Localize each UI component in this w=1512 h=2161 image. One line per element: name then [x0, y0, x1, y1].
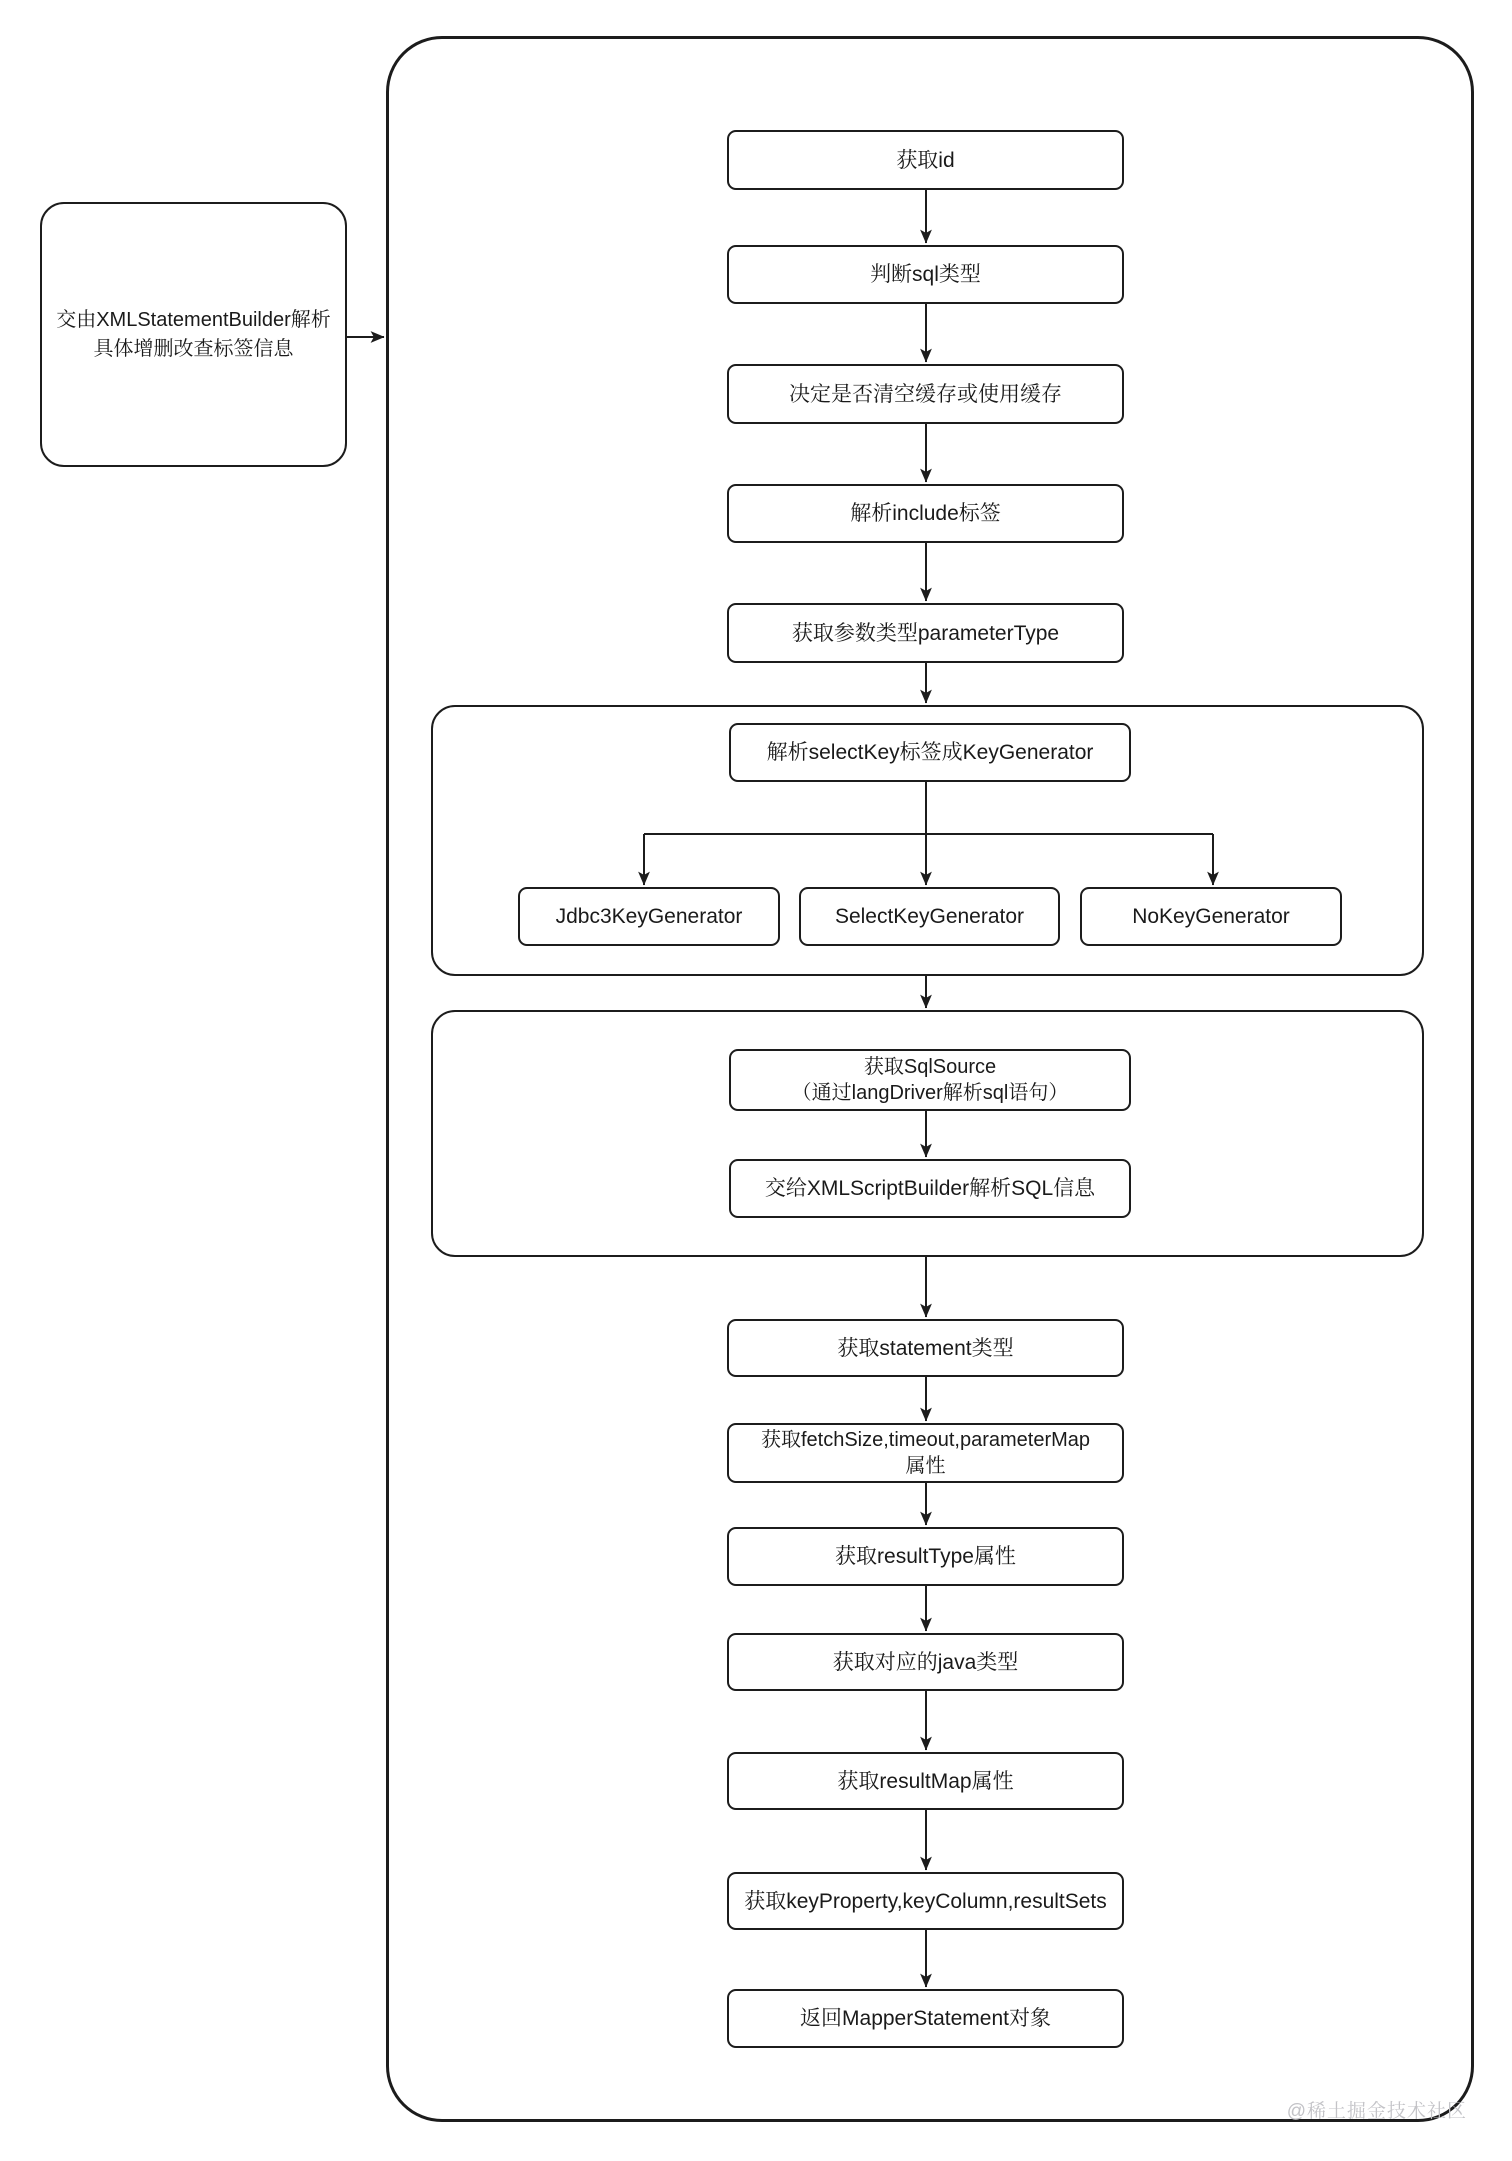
- step-get-java-type: 获取对应的java类型: [727, 1633, 1124, 1691]
- step-get-parameter-type: 获取参数类型parameterType: [727, 603, 1124, 663]
- step-judge-sql-type: 判断sql类型: [727, 245, 1124, 304]
- step-get-id: 获取id: [727, 130, 1124, 190]
- note-line-1: 交由XMLStatementBuilder解析: [56, 308, 331, 331]
- step-xmlscriptbuilder: 交给XMLScriptBuilder解析SQL信息: [729, 1159, 1131, 1218]
- sqlsource-line-1: 获取SqlSource: [863, 1056, 997, 1078]
- node-selectkeygenerator: SelectKeyGenerator: [799, 887, 1060, 946]
- node-nokeygenerator: NoKeyGenerator: [1080, 887, 1342, 946]
- step-parse-selectkey: 解析selectKey标签成KeyGenerator: [729, 723, 1131, 782]
- fetchsize-line-2: 属性: [905, 1455, 946, 1477]
- step-parse-include: 解析include标签: [727, 484, 1124, 543]
- step-return-mapperstatement: 返回MapperStatement对象: [727, 1989, 1124, 2048]
- step-get-resulttype: 获取resultType属性: [727, 1527, 1124, 1586]
- sqlsource-line-2: （通过langDriver解析sql语句）: [791, 1082, 1069, 1104]
- step-get-fetchsize-timeout-parametermap: [727, 1423, 1124, 1483]
- step-get-resultmap: 获取resultMap属性: [727, 1752, 1124, 1810]
- watermark-juejin: @稀土掘金技术社区: [1286, 2101, 1467, 2122]
- note-line-2: 具体增删改查标签信息: [93, 337, 294, 360]
- step-get-sqlsource: [729, 1049, 1131, 1111]
- node-jdbc3keygenerator: Jdbc3KeyGenerator: [518, 887, 780, 946]
- step-decide-cache: 决定是否清空缓存或使用缓存: [727, 364, 1124, 424]
- note-xmlstatementbuilder: [40, 202, 347, 467]
- step-get-keyproperty-keycolumn-resultsets: 获取keyProperty,keyColumn,resultSets: [727, 1872, 1124, 1930]
- sqlsource-group-container: [431, 1010, 1424, 1257]
- fetchsize-line-1: 获取fetchSize,timeout,parameterMap: [760, 1429, 1091, 1451]
- step-get-statement-type: 获取statement类型: [727, 1319, 1124, 1377]
